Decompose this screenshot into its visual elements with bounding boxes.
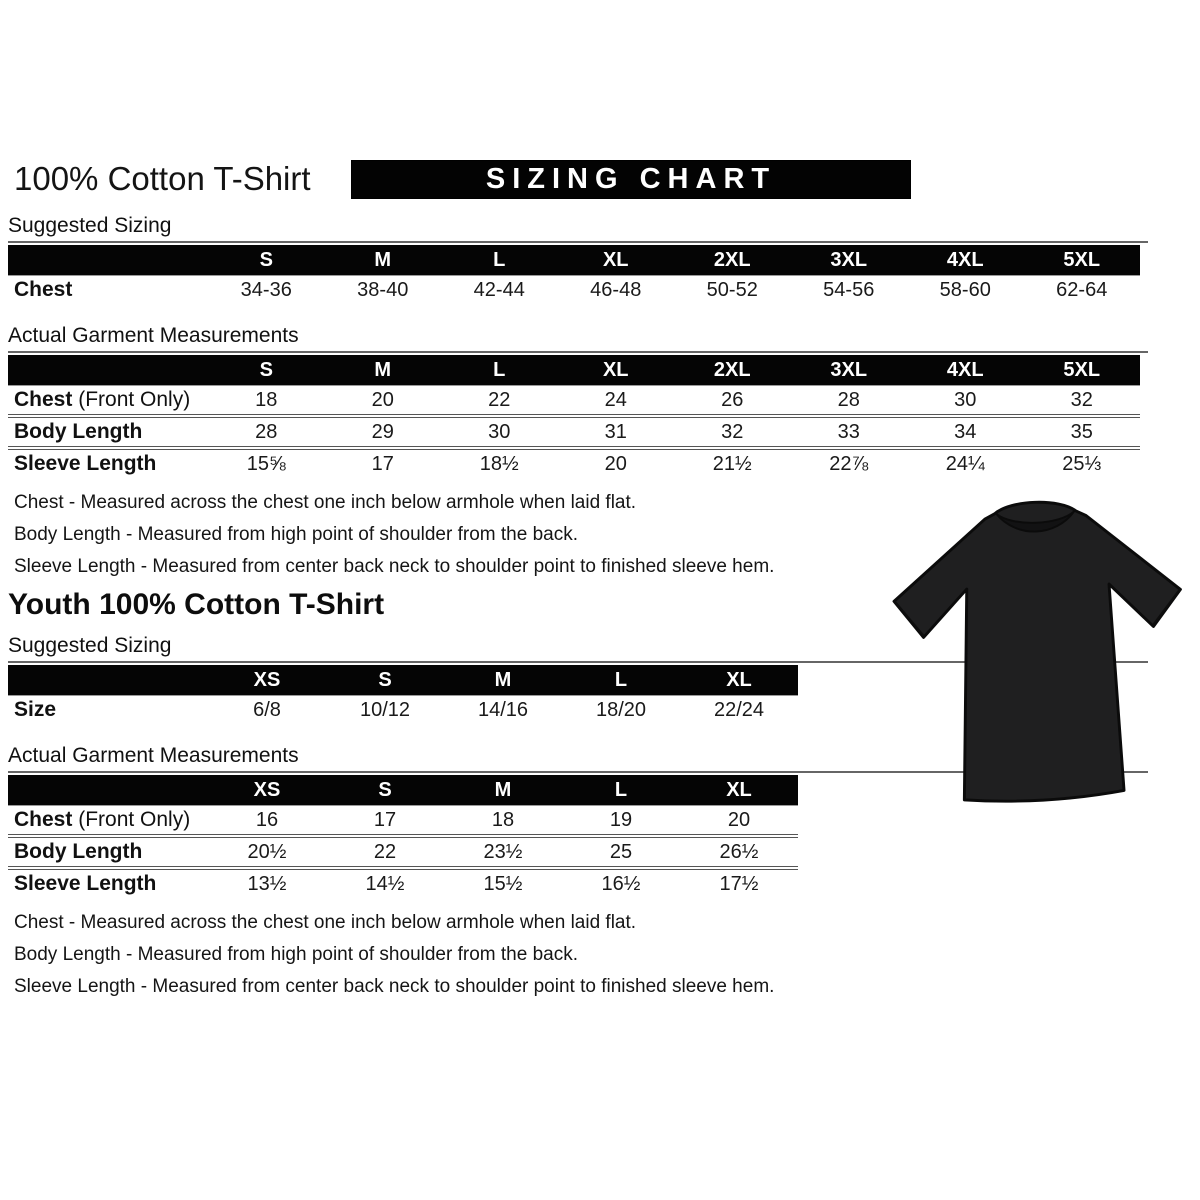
table-cell: 19 [609, 808, 633, 831]
column-header: 3XL [830, 358, 868, 381]
column-header: XL [602, 248, 629, 271]
table-cell: 22/24 [713, 698, 765, 721]
youth-actual-measurements-label: Actual Garment Measurements [8, 744, 299, 767]
table-cell: 14/16 [477, 698, 529, 721]
table-cell: 58-60 [939, 278, 991, 301]
table-cell: 32 [1070, 388, 1093, 411]
column-header: L [614, 778, 628, 801]
column-header: L [493, 248, 506, 271]
table-cell: 22⅞ [829, 452, 869, 475]
column-header: 4XL [946, 248, 984, 271]
table-row [8, 414, 1140, 446]
note-body-length: Body Length - Measured from high point of shoulder from the back. [14, 524, 578, 545]
table-cell: 21½ [712, 452, 752, 475]
table-cell: 20½ [247, 840, 287, 863]
note-sleeve-length: Sleeve Length - Measured from center back neck to shoulder point to finished sleeve hem. [14, 556, 775, 577]
row-label: Size [14, 698, 57, 721]
table-row [8, 275, 1140, 304]
table-cell: 20 [727, 808, 751, 831]
page-header [8, 160, 1148, 202]
adult-actual-measurements-label: Actual Garment Measurements [8, 324, 299, 347]
column-header: XL [726, 778, 752, 801]
row-label: Body Length [14, 420, 143, 443]
column-header: XL [726, 668, 752, 691]
row-label: Sleeve Length [14, 452, 157, 475]
table-header-row [8, 665, 798, 695]
table-cell: 24¼ [945, 452, 985, 475]
table-cell: 30 [954, 388, 977, 411]
table-cell: 29 [371, 420, 394, 443]
table-cell: 26 [721, 388, 744, 411]
column-header: XS [253, 668, 281, 691]
table-cell: 18 [491, 808, 515, 831]
table-cell: 33 [837, 420, 860, 443]
table-cell: 34 [954, 420, 977, 443]
table-cell: 20 [604, 452, 627, 475]
table-cell: 18½ [479, 452, 519, 475]
table-row [8, 385, 1140, 414]
youth-suggested-sizing-label: Suggested Sizing [8, 634, 172, 657]
column-header: XS [253, 778, 281, 801]
table-cell: 16 [255, 808, 279, 831]
table-cell: 25 [609, 840, 633, 863]
column-header: 5XL [1063, 248, 1101, 271]
adult-suggested-sizing-label: Suggested Sizing [8, 214, 172, 237]
youth-section-title: Youth 100% Cotton T-Shirt [8, 588, 385, 621]
column-header: XL [602, 358, 629, 381]
sizing-chart-banner: SIZING CHART [351, 160, 911, 199]
table-row [8, 834, 798, 866]
column-header: 3XL [830, 248, 868, 271]
table-cell: 26½ [719, 840, 759, 863]
table-cell: 10/12 [359, 698, 411, 721]
table-row [8, 866, 798, 898]
table-cell: 14½ [365, 872, 405, 895]
row-label: Chest (Front Only) [14, 388, 191, 411]
row-label: Chest (Front Only) [14, 808, 191, 831]
table-cell: 15½ [483, 872, 523, 895]
header-corner-cell [8, 665, 208, 695]
column-header: S [378, 668, 392, 691]
table-header-row [8, 245, 1140, 275]
table-header-row [8, 775, 798, 805]
table-cell: 6/8 [253, 698, 281, 721]
column-header: 2XL [713, 358, 751, 381]
table-cell: 20 [371, 388, 394, 411]
table-cell: 22 [488, 388, 511, 411]
column-header: 5XL [1063, 358, 1101, 381]
table-row [8, 805, 798, 834]
column-header: L [493, 358, 506, 381]
column-header: L [614, 668, 628, 691]
column-header: S [259, 248, 273, 271]
table-cell: 18/20 [595, 698, 647, 721]
column-header: S [259, 358, 273, 381]
table-cell: 35 [1070, 420, 1093, 443]
table-cell: 54-56 [823, 278, 875, 301]
youth-measurement-notes [8, 912, 1148, 998]
column-header: 4XL [946, 358, 984, 381]
table-cell: 17 [373, 808, 397, 831]
table-cell: 62-64 [1056, 278, 1108, 301]
table-cell: 23½ [483, 840, 523, 863]
column-header: 2XL [713, 248, 751, 271]
row-label: Body Length [14, 840, 143, 863]
table-cell: 17½ [719, 872, 759, 895]
note-chest: Chest - Measured across the chest one inch below armhole when laid flat. [14, 912, 637, 933]
note-sleeve-length: Sleeve Length - Measured from center back neck to shoulder point to finished sleeve hem. [14, 976, 775, 997]
table-cell: 18 [255, 388, 278, 411]
column-header: M [374, 248, 392, 271]
table-header-row [8, 355, 1140, 385]
header-corner-cell [8, 245, 208, 275]
column-header: M [374, 358, 392, 381]
table-cell: 17 [371, 452, 394, 475]
table-cell: 16½ [601, 872, 641, 895]
adult-suggested-sizing-table [8, 241, 1148, 304]
table-cell: 13½ [247, 872, 287, 895]
row-label: Sleeve Length [14, 872, 157, 895]
table-cell: 25⅓ [1062, 452, 1102, 475]
note-body-length: Body Length - Measured from high point of shoulder from the back. [14, 944, 578, 965]
page-title: 100% Cotton T-Shirt [14, 160, 311, 197]
table-cell: 50-52 [706, 278, 758, 301]
column-header: M [494, 668, 512, 691]
column-header: S [378, 778, 392, 801]
tshirt-product-image [884, 468, 1196, 826]
table-row [8, 695, 798, 724]
table-cell: 34-36 [240, 278, 292, 301]
row-label: Chest [14, 278, 73, 301]
table-cell: 31 [604, 420, 627, 443]
table-cell: 28 [255, 420, 278, 443]
table-cell: 22 [373, 840, 397, 863]
adult-actual-measurements-table [8, 351, 1148, 478]
black-tshirt-icon [884, 468, 1196, 826]
table-cell: 28 [837, 388, 860, 411]
header-corner-cell [8, 355, 208, 385]
table-cell: 15⅝ [246, 452, 286, 475]
table-cell: 46-48 [590, 278, 642, 301]
table-cell: 42-44 [473, 278, 525, 301]
table-cell: 32 [721, 420, 744, 443]
table-cell: 38-40 [357, 278, 409, 301]
table-cell: 24 [604, 388, 627, 411]
column-header: M [494, 778, 512, 801]
header-corner-cell [8, 775, 208, 805]
note-chest: Chest - Measured across the chest one inch below armhole when laid flat. [14, 492, 637, 513]
table-cell: 30 [488, 420, 511, 443]
